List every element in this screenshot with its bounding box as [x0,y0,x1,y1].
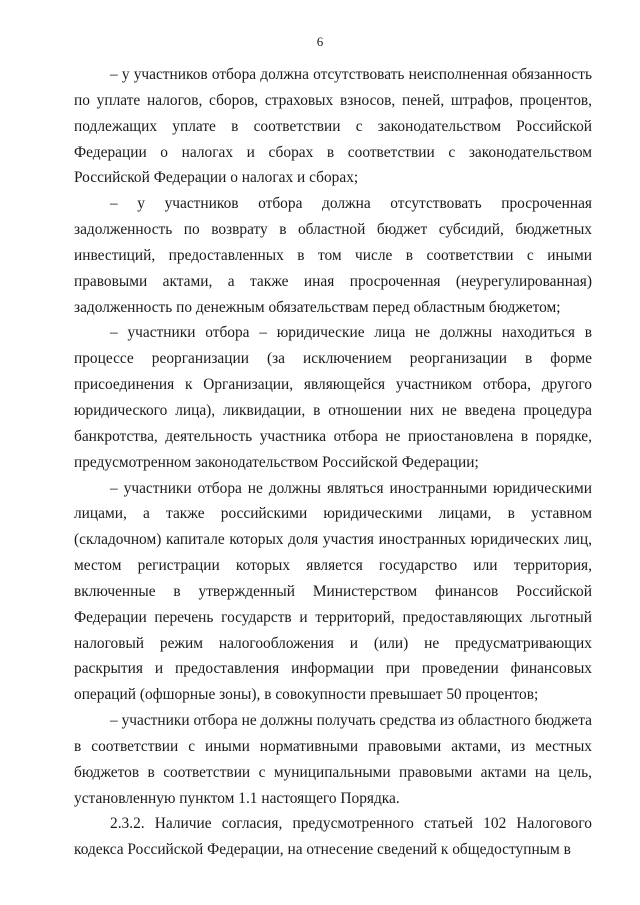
paragraph-tax-arrears: – у участников отбора должна отсутствовать неисполненная обязанность по уплате налогов, сборов, страховых взносов, пеней, штрафов, процентов, подлежащих уплате в соответствии с законодательством Российской Федерации о налогах и сборах в соответствии с законодательством Российской Федерации о налогах и сборах; [74,66,592,187]
paragraph-consent: 2.3.2. Наличие согласия, предусмотренного статьей 102 Налогового кодекса Российской Федерации, на отнесение сведений к общедоступным в [74,815,592,859]
page-number: 6 [316,34,324,49]
paragraph-reorganization: – участники отбора – юридические лица не должны находиться в процессе реорганизации (за исключением реорганизации в форме присоединения к Организации, являющейся участником отбора, другого юридического лица), ликвидации, в отношении них не введена процедура банкротства, деятельность участника отбора не приостановлена в порядке, предусмотренном законодательством Российской Федерации; [74,324,592,471]
paragraph-foreign-entities: – участники отбора не должны являться иностранными юридическими лицами, а также российскими юридическими лицами, в уставном (складочном) капитале которых доля участия иностранных юридических лиц, местом регистрации которых является государство или территория, включенные в утвержденный Министерством финансов Российской Федерации перечень государств и территорий, предоставляющих льготный налоговый режим налогообложения и (или) не предусматривающих раскрытия и предоставления информации при проведении финансовых операций (офшорные зоны), в совокупности превышает 50 процентов; [74,479,592,704]
document-body [74,62,592,863]
paragraph-budget-debt: – у участников отбора должна отсутствовать просроченная задолженность по возврату в областной бюджет субсидий, бюджетных инвестиций, предоставленных в том числе в соответствии с иными правовыми актами, а также иная просроченная (неурегулированная) задолженность по денежным обязательствам перед областным бюджетом; [74,195,592,316]
paragraph-other-funding: – участники отбора не должны получать средства из областного бюджета в соответствии с иными нормативными правовыми актами, из местных бюджетов в соответствии с муниципальными правовыми актами на цель, установленную пунктом 1.1 настоящего Порядка. [74,712,592,807]
